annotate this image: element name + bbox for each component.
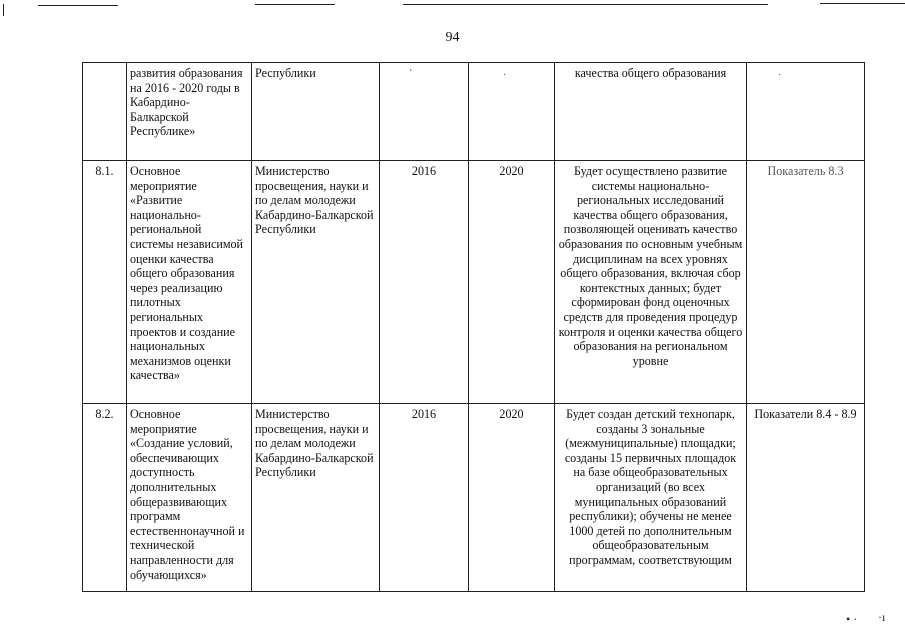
- row-number-cell: [83, 63, 127, 161]
- page-number: 94: [445, 30, 460, 45]
- row-number-cell: 8.1.: [83, 161, 127, 404]
- expected-result-cell: Будет осуществлено развитие системы национально-региональных исследований качества общего образования, позволяющей оценивать качество образования по основным учебным дисциплинам на всех уровнях общего образования, включая сбор контекстных данных; будет сформирован фонд оценочных средств для проведения процедур контроля и оценки качества общего образования на региональном уровне: [555, 161, 747, 404]
- activity-name-cell: Основное мероприятие «Создание условий, обеспечивающих доступность дополнительных общеразвивающих программ естественнонаучной и технической направленности для обучающихся»: [127, 404, 252, 592]
- scan-speck: • ·: [846, 612, 858, 626]
- table-row: [83, 63, 865, 161]
- row-number-cell: 8.2.: [83, 404, 127, 592]
- start-year-cell: 2016: [380, 161, 469, 404]
- executor-cell: Министерство просвещения, науки и по делам молодежи Кабардино-Балкарской Республики: [252, 161, 380, 404]
- indicator-cell: [747, 63, 865, 161]
- scan-artifact-line: [403, 4, 768, 5]
- indicator-cell: Показатель 8.3: [747, 161, 865, 404]
- start-year-cell: [380, 63, 469, 161]
- scan-artifact-line: [255, 4, 335, 5]
- scan-speck: ': [410, 68, 412, 79]
- executor-cell: Республики: [252, 63, 380, 161]
- activity-name-cell: Основное мероприятие «Развитие национально-региональной системы независимой оценки качества общего образования через реализацию пилотных региональных проектов и создание национальных механизмов оценки качества»: [127, 161, 252, 404]
- scan-artifact-line: [38, 5, 118, 6]
- end-year-cell: 2020: [469, 404, 555, 592]
- activity-name-cell: развития образования на 2016 - 2020 годы в Кабардино-Балкарской Республике»: [127, 63, 252, 161]
- scan-speck: ·: [503, 70, 507, 81]
- program-table: [82, 62, 865, 592]
- start-year-cell: 2016: [380, 404, 469, 592]
- scan-speck: ·: [778, 70, 782, 81]
- executor-cell: Министерство просвещения, науки и по делам молодежи Кабардино-Балкарской Республики: [252, 404, 380, 592]
- end-year-cell: [469, 63, 555, 161]
- indicator-cell: Показатели 8.4 - 8.9: [747, 404, 865, 592]
- scan-speck: ·ı: [878, 610, 886, 624]
- end-year-cell: 2020: [469, 161, 555, 404]
- expected-result-cell: качества общего образования: [555, 63, 747, 161]
- scan-artifact-line: [820, 3, 905, 4]
- expected-result-cell: Будет создан детский технопарк, созданы 3 зональные (межмуниципальные) площадки; созданы 15 первичных площадок на базе общеобразовательных организаций (во всех муниципальных образований республики); обучены не менее 1000 детей по дополнительным общеобразовательным программам, соответствующим: [555, 404, 747, 592]
- table-row: [83, 404, 865, 592]
- table-row: [83, 161, 865, 404]
- scan-artifact-mark: [3, 4, 4, 16]
